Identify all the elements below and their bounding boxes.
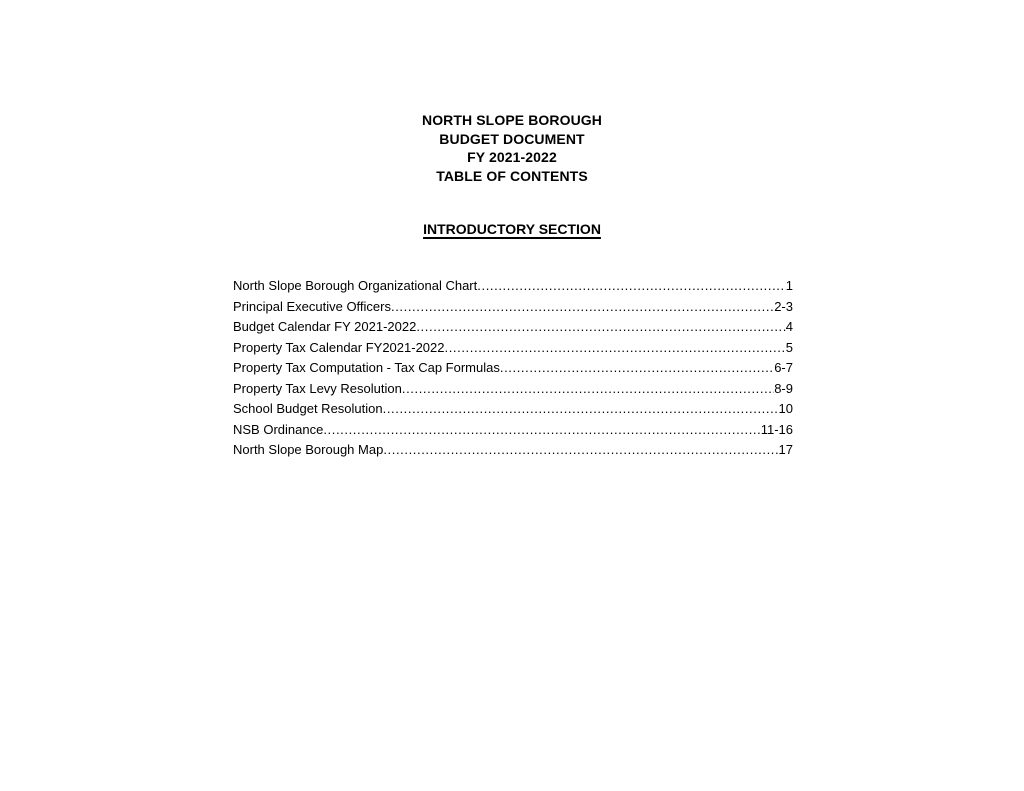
toc-entry-title: Budget Calendar FY 2021-2022 xyxy=(233,319,417,334)
toc-entry-title: Principal Executive Officers xyxy=(233,298,391,314)
toc-entry-page: 10 xyxy=(778,401,793,416)
toc-entry-title: North Slope Borough Organizational Chart xyxy=(233,278,478,293)
toc-entry xyxy=(233,379,793,400)
toc-entry-page: 8-9 xyxy=(774,380,793,396)
dot-leader xyxy=(500,358,774,379)
toc-entry-title: North Slope Borough Map xyxy=(233,442,384,457)
toc-entry xyxy=(233,317,793,338)
toc-entry-page: 5 xyxy=(785,339,793,355)
toc-entry-page: 2-3 xyxy=(774,298,793,314)
toc-entry xyxy=(233,276,793,297)
dot-leader xyxy=(416,317,785,338)
dot-leader xyxy=(391,297,774,318)
toc-entry xyxy=(233,358,793,379)
toc-entry-title: Property Tax Calendar FY2021-2022 xyxy=(233,339,445,355)
toc-entry-page: 6-7 xyxy=(774,360,793,375)
section-title: INTRODUCTORY SECTION xyxy=(423,221,601,237)
toc-entry-title: Property Tax Levy Resolution xyxy=(233,380,402,396)
toc-entry xyxy=(233,399,793,420)
toc-entry-page: 11-16 xyxy=(760,421,793,437)
toc-entry xyxy=(233,338,793,359)
toc-entry-title: School Budget Resolution xyxy=(233,401,383,416)
toc-entry xyxy=(233,297,793,318)
document-heading xyxy=(312,111,712,185)
toc-entry xyxy=(233,440,793,461)
toc-entry-page: 17 xyxy=(778,442,793,457)
heading-fiscal-year: FY 2021-2022 xyxy=(467,149,557,165)
dot-leader xyxy=(445,338,786,359)
toc-entry xyxy=(233,420,793,441)
dot-leader xyxy=(323,420,760,441)
dot-leader xyxy=(402,379,774,400)
heading-organization: NORTH SLOPE BOROUGH xyxy=(421,112,603,128)
toc-entry-title: NSB Ordinance xyxy=(233,421,324,437)
toc-entry-page: 4 xyxy=(785,319,793,334)
dot-leader xyxy=(477,276,786,297)
heading-document-type: BUDGET DOCUMENT xyxy=(439,130,585,147)
heading-table-of-contents: TABLE OF CONTENTS xyxy=(436,167,588,184)
toc-entry-page: 1 xyxy=(785,278,793,293)
dot-leader xyxy=(383,399,779,420)
table-of-contents xyxy=(233,276,793,461)
toc-entry-title: Property Tax Computation - Tax Cap Formulas xyxy=(233,360,500,375)
dot-leader xyxy=(383,440,778,461)
